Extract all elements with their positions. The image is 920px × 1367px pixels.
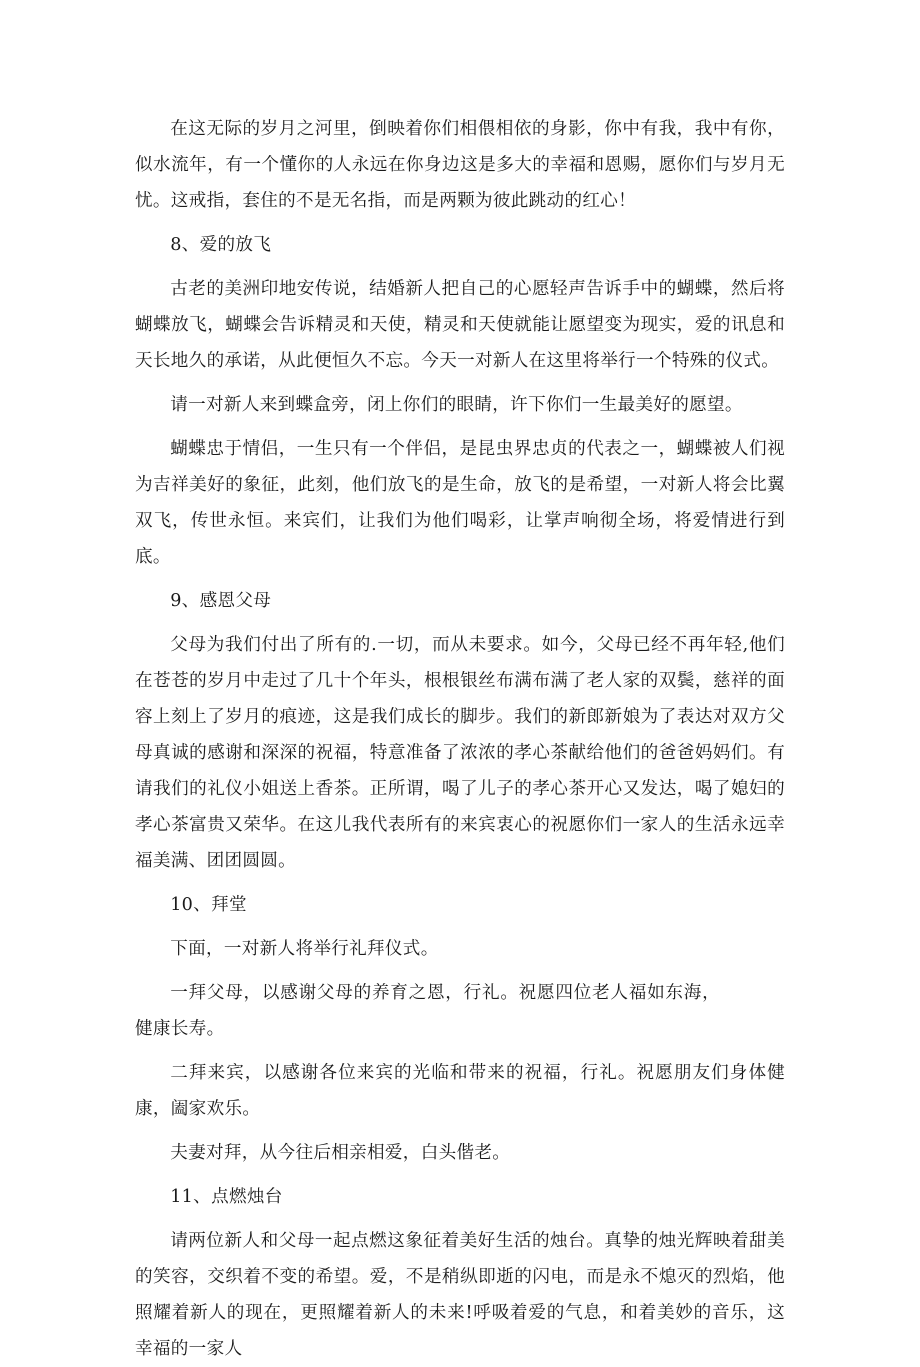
paragraph-bow-intro: 下面，一对新人将举行礼拜仪式。 xyxy=(170,939,439,959)
section-heading-bow-ceremony: 10、拜堂 xyxy=(170,895,247,915)
paragraph-thank-parents: 父母为我们付出了所有的.一切，而从未要求。如今，父母已经不再年轻,他们在苍苍的岁月中走过了几十个年头，根根银丝布满布满了老人家的双鬓，慈祥的面容上刻上了岁月的痕迹，这是我们成长的脚步。我们的新郎新娘为了表达对双方父母真诚的感谢和深深的祝福，特意准备了浓浓的孝心茶献给他们的爸爸妈妈们。有请我们的礼仪小姐送上香茶。正所谓，喝了儿子的孝心茶开心又发达，喝了媳妇的孝心茶富贵又荣华。在这儿我代表所有的来宾衷心的祝愿你们一家人的生活永远幸福美满、团团圆圆。 xyxy=(135,635,785,871)
document-page xyxy=(135,111,785,1367)
section-heading-thank-parents: 9、感恩父母 xyxy=(170,591,272,611)
paragraph-butterfly-symbol: 蝴蝶忠于情侣，一生只有一个伴侣，是昆虫界忠贞的代表之一，蝴蝶被人们视为吉祥美好的象征，此刻，他们放飞的是生命，放飞的是希望，一对新人将会比翼双飞，传世永恒。来宾们，让我们为他们喝彩，让掌声响彻全场，将爱情进行到底。 xyxy=(135,439,785,567)
section-heading-butterfly: 8、爱的放飞 xyxy=(170,235,272,255)
paragraph-bow-parents: 一拜父母，以感谢父母的养育之恩，行礼。祝愿四位老人福如东海，健康长寿。 xyxy=(135,983,720,1039)
paragraph-candle-lighting: 请两位新人和父母一起点燃这象征着美好生活的烛台。真挚的烛光辉映着甜美的笑容，交织着不变的希望。爱，不是稍纵即逝的闪电，而是永不熄灭的烈焰，他照耀着新人的现在，更照耀着新人的未来!呼吸着爱的气息，和着美妙的音乐，这幸福的一家人 xyxy=(135,1231,785,1359)
paragraph-butterfly-wish: 请一对新人来到蝶盒旁，闭上你们的眼睛，许下你们一生最美好的愿望。 xyxy=(170,395,743,415)
section-heading-candle: 11、点燃烛台 xyxy=(170,1187,283,1207)
paragraph-butterfly-legend: 古老的美洲印地安传说，结婚新人把自己的心愿轻声告诉手中的蝴蝶，然后将蝴蝶放飞，蝴蝶会告诉精灵和天使，精灵和天使就能让愿望变为现实，爱的讯息和天长地久的承诺，从此便恒久不忘。今天一对新人在这里将举行一个特殊的仪式。 xyxy=(135,279,785,371)
paragraph-ring-vow: 在这无际的岁月之河里，倒映着你们相偎相依的身影，你中有我，我中有你，似水流年，有一个懂你的人永远在你身边这是多大的幸福和恩赐，愿你们与岁月无忧。这戒指，套住的不是无名指，而是两颗为彼此跳动的红心！ xyxy=(135,119,785,211)
paragraph-bow-guests: 二拜来宾，以感谢各位来宾的光临和带来的祝福，行礼。祝愿朋友们身体健康，阖家欢乐。 xyxy=(135,1063,785,1119)
paragraph-bow-couple: 夫妻对拜，从今往后相亲相爱，白头偕老。 xyxy=(170,1143,511,1163)
